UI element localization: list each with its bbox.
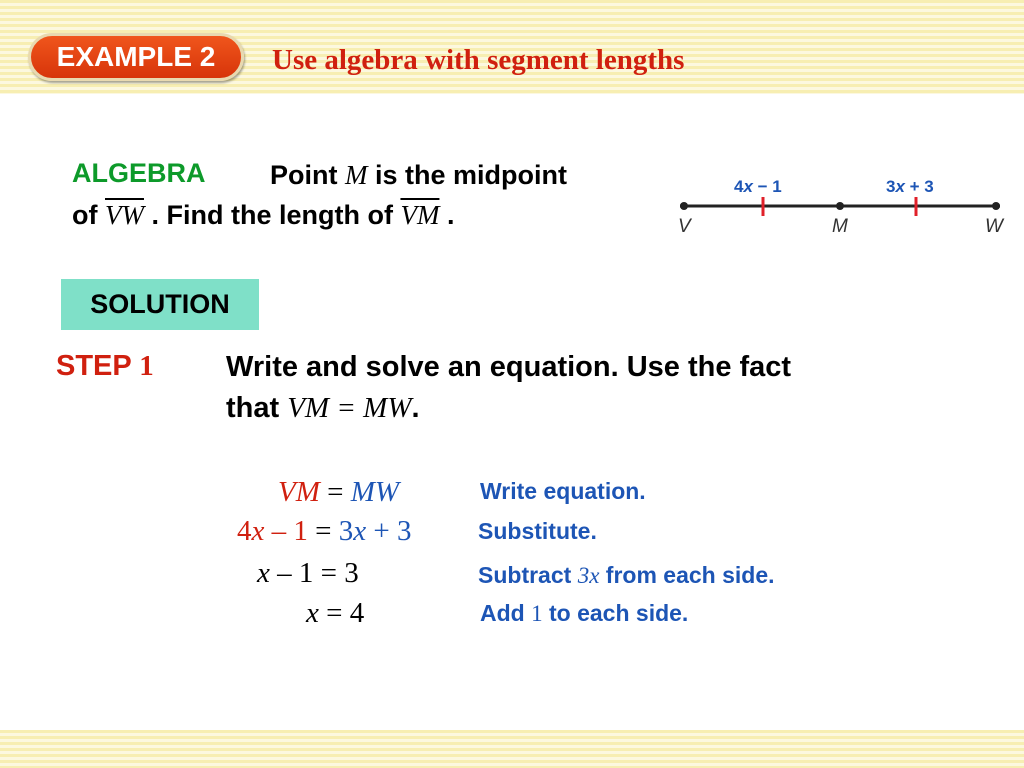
step-text: that <box>226 392 288 424</box>
eq-term: + 3 <box>366 515 412 547</box>
note-text: from each side. <box>599 562 775 588</box>
note-text: Subtract <box>478 562 578 588</box>
equation-4 <box>306 597 364 630</box>
eq-term: x <box>251 515 265 547</box>
point-m-label: M <box>832 216 848 237</box>
eq-term: VM <box>278 476 320 508</box>
example-badge: EXAMPLE 2 <box>28 33 244 81</box>
note-math: 3x <box>577 563 600 588</box>
point-name: M <box>345 160 368 190</box>
point-v-label: V <box>678 216 691 237</box>
segment-vw: $\overline{VW}$ <box>105 200 144 230</box>
footer-band <box>0 730 1024 768</box>
step-text-line-1: Write and solve an equation. Use the fact <box>226 351 792 383</box>
right-length-label: 3x + 3 <box>886 177 934 196</box>
eq-operator: = <box>318 597 350 629</box>
eq-operator: = <box>319 476 351 508</box>
left-length-label: 4x − 1 <box>734 177 782 196</box>
problem-line-2 <box>72 200 454 231</box>
page-title: Use algebra with segment lengths <box>272 44 685 76</box>
problem-text: is the midpoint <box>367 160 567 190</box>
equation-note-3 <box>478 562 775 589</box>
segment-vm: $\overline{VM}$ <box>400 200 440 230</box>
eq-term: 3 <box>344 557 359 589</box>
eq-term: – 1 <box>264 515 308 547</box>
problem-line-1 <box>270 160 567 191</box>
problem-text: Point <box>270 160 345 190</box>
step-number: 1 <box>139 350 154 382</box>
problem-text: . Find the length of <box>143 200 401 230</box>
eq-term: 4 <box>237 515 252 547</box>
eq-term: x <box>353 515 367 547</box>
segment-diagram <box>670 170 1010 240</box>
equation-note-1: Write equation. <box>480 478 646 504</box>
step-label <box>56 350 154 383</box>
note-text: to each side. <box>542 600 689 626</box>
point-v-dot <box>680 202 688 210</box>
eq-operator: = <box>313 557 345 589</box>
step-equation: VM = MW <box>287 392 412 424</box>
step-text-line-2 <box>226 392 420 425</box>
point-m-dot <box>836 202 844 210</box>
equation-1 <box>278 476 399 509</box>
eq-operator: = <box>307 515 339 547</box>
eq-term: x <box>306 597 319 629</box>
algebra-tag: ALGEBRA <box>72 158 206 188</box>
point-w-label: W <box>985 216 1003 237</box>
problem-text: . <box>439 200 455 230</box>
note-math: 1 <box>531 601 543 626</box>
equation-note-4 <box>480 600 688 627</box>
equation-note-2: Substitute. <box>478 518 597 544</box>
step-text: . <box>411 392 420 424</box>
equation-2 <box>237 515 411 548</box>
eq-term: 3 <box>338 515 354 547</box>
note-text: Add <box>480 600 532 626</box>
point-w-dot <box>992 202 1000 210</box>
equation-3 <box>257 557 359 590</box>
step-word: STEP <box>56 350 140 382</box>
problem-text: of <box>72 200 105 230</box>
eq-term: 4 <box>349 597 365 629</box>
eq-term: MW <box>350 476 400 508</box>
solution-label: SOLUTION <box>61 279 259 330</box>
eq-term: – 1 <box>269 557 314 589</box>
eq-term: x <box>257 557 270 589</box>
